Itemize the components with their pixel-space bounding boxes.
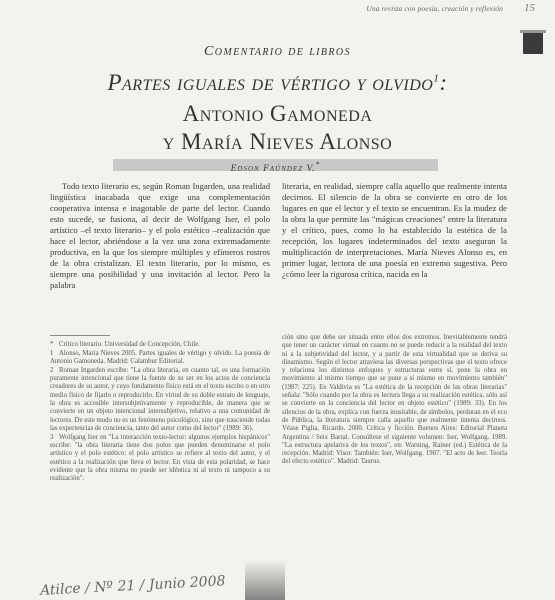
body-column-right [282, 181, 507, 280]
article-title-line-1 [0, 70, 555, 96]
footnote [50, 350, 270, 367]
title-text: Partes iguales de vértigo y olvido [107, 70, 434, 95]
footnote-number: 1 [50, 349, 54, 357]
author-name: Edson Faúndez V. [230, 164, 316, 175]
title-footnote-mark: 1 [433, 72, 440, 85]
footnote [50, 341, 270, 349]
page-gutter-shadow [245, 560, 285, 600]
page-number: 15 [524, 2, 535, 14]
footnotes-right [282, 334, 507, 467]
running-head: Una revista con poesía, creación y reflexión [366, 4, 503, 13]
article-title-line-3: y María Nieves Alonso [162, 129, 393, 154]
author-byline [113, 159, 438, 175]
footnote [50, 367, 270, 433]
title-colon: : [439, 70, 448, 95]
author-footnote-mark: * [315, 160, 321, 169]
footnote-text: Alonso, María Nieves 2005. Partes iguales de vértigo y olvido. La poesía de Antonio Gamoneda. Madrid: Calambur Editorial. [50, 349, 270, 366]
body-paragraph: Todo texto literario es, según Roman Ingarden, una realidad lingüística inacabada que exige una complementación cooperativa intensa e inagotable de parte del lector. Cuando esto sucede, se fusiona, al decir de Wolfgang Iser, el polo artístico –el texto literario– y el polo estético –realización que hace el lector, abriéndose a la vez una zona extremadamente productiva, en la que los siempre múltiples y efímeros rostros de la obra cristalizan. El texto literario, por lo mismo, es siempre una posibilidad y una invitación al lector. Pero la palabra [50, 181, 270, 290]
body-column-left [50, 181, 270, 291]
section-heading: Comentario de libros [204, 44, 351, 59]
footnote-divider [50, 335, 110, 336]
article-title-line-2: Antonio Gamoneda [182, 101, 373, 126]
handwritten-issue-note: Atilce / Nº 21 / Junio 2008 [39, 573, 226, 599]
footnote [50, 434, 270, 484]
body-paragraph: literaria, en realidad, siempre calla aquello que realmente intenta decirnos. El silencio de la obra se convierte en otro de los lugares en que el lector y el texto se encuentran. Es la mudez de la obra la que permite las "mágicas creaciones" entre la literatura y el crítico, pues, como lo ha establecido la estética de la recepción, los lugares indeterminados del texto aseguran la multiplicación de interpretaciones. María Nieves Alonso es, en primer lugar, lectora de una poesía en extremo sugestiva. Pero ¿cómo leer la rigurosa crítica, nacida en la [282, 181, 507, 279]
footnote-text: Roman Ingarden escribe: "La obra literaria, en cuanto tal, es una formación puramente intencional que tiene la fuente de su ser en los actos de conciencia creadores de su autor, y cuyo fundamento físico está en el texto escrito o en otro medio físico de fijarlo o reproducirlo. En virtud de su doble estrato de lenguaje, la obra es accesible intersubjetivamente y reproducible, de manera que se convierte en un objeto intencional intersubjetivo, relativo a una comunidad de lectores. De este modo no es un fenómeno psicológico, sino que trasciende todas las experiencias de conciencia, tanto del autor como del lector" (1989: 36). [50, 366, 270, 432]
footnotes-left [50, 341, 270, 484]
footnote-number: 3 [50, 433, 54, 441]
footnote-number: * [50, 341, 54, 348]
footnote-text: Crítico literario. Universidad de Concepción, Chile. [59, 341, 200, 348]
footnote-number: 2 [50, 366, 54, 374]
footnote-text: Wolfgang Iser en "La interacción texto-lector: algunos ejemplos hispánicos" escribe: "la obra literaria tiene dos polos que pueden denominarse el polo artístico y el polo estético: el polo artístico se refiere al texto del autor, y el estético a la realización que lleva el lector. En vista de esta polaridad, se hace evidente que la obra misma no puede ser idéntica ni al texto ni tampoco a su realización". [50, 433, 270, 483]
footnote-continuation: ción sino que debe ser situada entre ellos dos extremos. Inevitablemente tendrá que tener un carácter virtual en cuanto no se puede reducir a la realidad del texto ni a la subjetividad del lector, y a partir de esta virtualidad que se deriva su dinamismo. Según el lector atraviesa las diversas perspectivas que el texto ofrece y relaciona los distintos enfoques y estructuras entre sí, pone la obra en movimiento al mismo tiempo que se pone a sí mismo en movimiento también" (1987: 225). En Valdivia es "La estética de la recepción de las obras literarias" señala: "Sólo cuando por la obra es lectura llega a su realización estética, sólo así se convierte en la conciencia del lector en objeto estético" (1989: 33). En los silencios de la obra, explica con fuerza inusitable, de símbolos, perduran en el eco de Pública, la literatura siempre calla aquello que realmente intenta decirnos. Véase Piglia, Ricardo. 2000. Crítica y ficción. Buenos Aires: Editorial Planeta Argentina / Seix Barral. Consúltese el siguiente volumen: Iser, Wolfgang. 1989. "La estructura apelativa de los textos", en: Warning, Rainer (ed.) Estética de la recepción. Madrid: Visor. También: Iser, Wolfgang. 1987. "El acto de leer. Teoría del efecto estético". Madrid: Taurus. [282, 334, 507, 466]
